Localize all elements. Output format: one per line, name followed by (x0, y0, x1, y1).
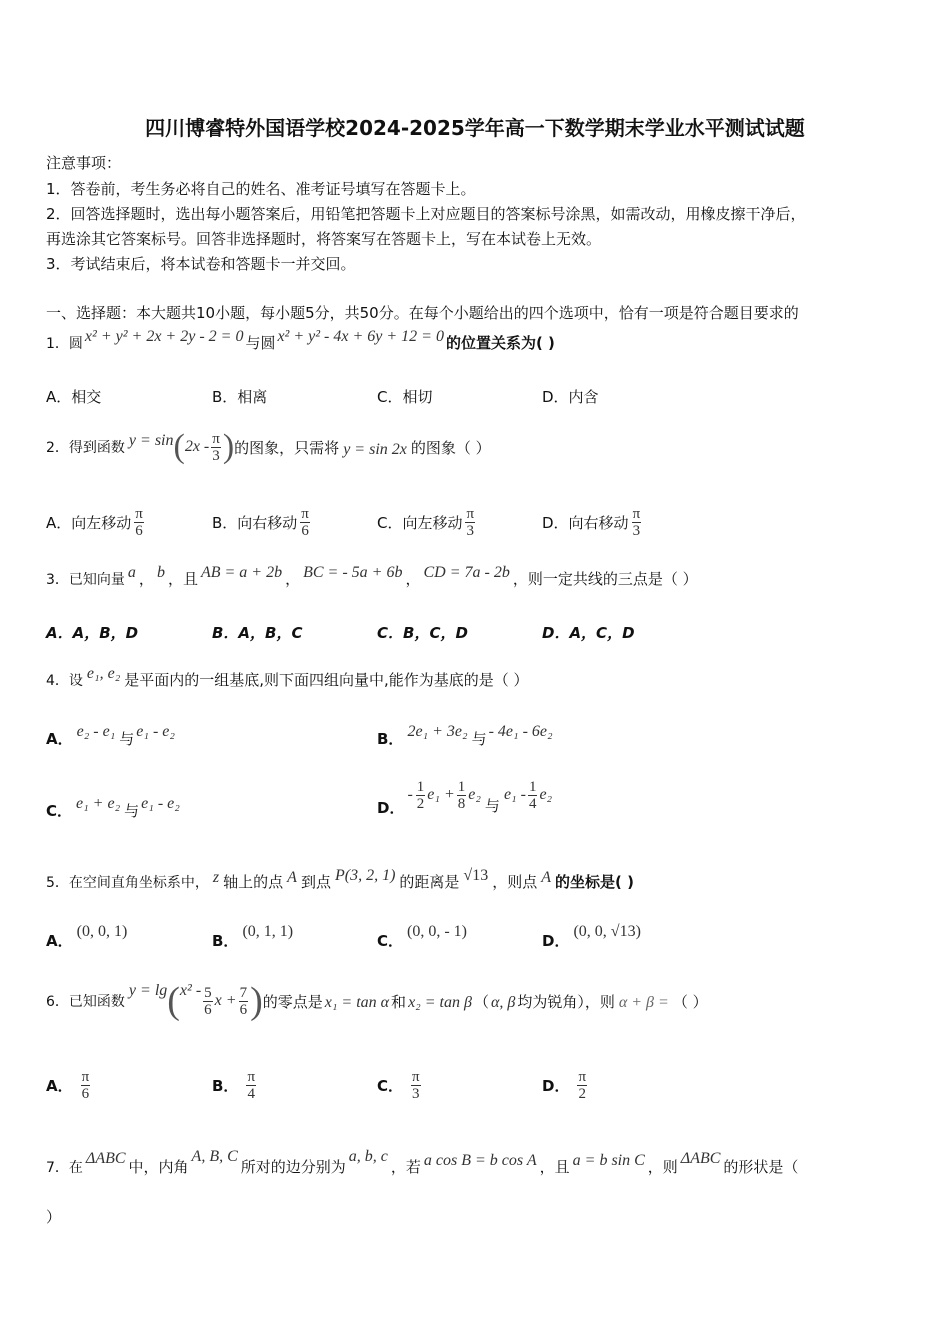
note-2a: 2．回答选择题时，选出每小题答案后，用铅笔把答题卡上对应题目的答案标号涂黑，如需改动，用橡皮擦干净后， (46, 205, 806, 223)
q6-x2: x₂ = tan β (408, 994, 472, 1011)
q5-point-a-2: A (541, 869, 551, 886)
q6-frac-num-1: 5 (204, 984, 212, 1001)
q2-mid: 的图象，只需将 (234, 438, 340, 457)
question-4 (46, 665, 529, 690)
q5-t3: 的距离是 (399, 873, 460, 891)
q3-option-c: C．B，C，D (377, 624, 468, 642)
q3-ab: AB = a + 2b (200, 564, 283, 581)
q5-option-a-label: A． (46, 932, 73, 950)
q1-option-a: A．相交 (46, 388, 102, 406)
q3-cd: CD = 7a - 2b (423, 564, 510, 581)
q6-x: x + (214, 992, 237, 1009)
q1-option-b: B．相离 (212, 388, 268, 406)
q2-function: y = sin (128, 432, 174, 449)
q2-option-a-num: π (135, 506, 143, 522)
question-6 (46, 976, 708, 1026)
q4-option-c (46, 792, 180, 820)
q6-option-b (212, 1062, 256, 1108)
question-7 (46, 1148, 799, 1177)
q7-triangle: ΔABC (85, 1150, 126, 1167)
q4-option-d-num-1: 1 (416, 778, 425, 795)
q4-option-d-e4: e₂ (539, 786, 553, 803)
q2-number: 2．得到函数 (46, 440, 125, 456)
q7-t1: 中，内角 (128, 1158, 189, 1176)
q2-tail: 的图象（ ） (410, 438, 491, 457)
q7-angles: A, B, C (191, 1148, 238, 1165)
q2-option-b (212, 506, 310, 539)
q5-t1: 轴上的点 (223, 873, 284, 891)
q5-z-axis: z (212, 869, 220, 886)
q5-option-c-label: C． (377, 932, 404, 950)
section-heading: 一、选择题：本大题共10小题，每小题5分，共50分。在每个小题给出的四个选项中，恰有一项是符合题目要求的 (46, 304, 799, 322)
page-title: 四川博睿特外国语学校2024-2025学年高一下数学期末学业水平测试试题 (145, 116, 805, 140)
q6-option-c-label: C． (377, 1076, 404, 1095)
q6-frac-den-1: 6 (204, 1001, 212, 1018)
q6-tail: （ ） (672, 992, 708, 1011)
q5-option-a (46, 920, 128, 950)
q6-x1: x₁ = tan α (324, 994, 390, 1011)
q7-eq-2: a = b sin C (572, 1152, 645, 1169)
q4-option-d-e2: e₂ (468, 786, 481, 803)
q2-base-function: y = sin 2x (343, 441, 407, 458)
q4-option-d-num-2: 1 (457, 778, 466, 795)
q5-t2: 到点 (300, 873, 331, 891)
q6-option-c-den: 3 (412, 1085, 420, 1102)
q4-option-c-v2: e₁ - e₂ (141, 795, 180, 812)
question-2 (46, 422, 491, 472)
q5-tail: 的坐标是( ) (555, 873, 634, 891)
q2-option-c-num: π (466, 506, 475, 522)
q6-option-d-num: π (578, 1068, 587, 1085)
question-1 (46, 328, 555, 353)
q7-t5: ，则 (647, 1158, 678, 1176)
q6-option-a-den: 6 (81, 1085, 90, 1102)
q3-and: ，且 (167, 570, 198, 588)
q2-frac-num: π (212, 430, 220, 447)
q3-bc: BC = - 5a + 6b (303, 564, 403, 581)
q2-paren-right: ) (222, 428, 235, 465)
q7-t2: 所对的边分别为 (240, 1158, 346, 1176)
q3-vector-a: a (127, 564, 136, 581)
q4-option-d-label: D． (377, 798, 405, 817)
note-1: 1．答卷前，考生务必将自己的姓名、准考证号填写在答题卡上。 (46, 180, 476, 198)
q4-number: 4．设 (46, 673, 83, 689)
q3-option-b: B．A，B，C (212, 624, 303, 642)
q5-number: 5．在空间直角坐标系中， (46, 875, 209, 891)
q2-option-a-label: A．向左移动 (46, 514, 132, 532)
q4-option-a-label: A． (46, 730, 73, 748)
q7-t4: ，且 (539, 1158, 570, 1176)
q6-number: 6．已知函数 (46, 994, 125, 1010)
q6-t2: （ (473, 992, 489, 1011)
q2-option-c-label: C．向左移动 (377, 514, 463, 532)
question-5 (46, 867, 634, 892)
q7-sides: a, b, c (348, 1148, 388, 1165)
q6-option-d-den: 2 (578, 1085, 586, 1102)
q4-option-b-v2: - 4e₁ - 6e₂ (488, 723, 553, 740)
q6-t1: 的零点是 (262, 992, 323, 1011)
q5-t4: ，则点 (492, 873, 538, 891)
q5-option-d-label: D． (542, 932, 570, 950)
q7-eq-1: a cos B = b cos A (423, 1152, 537, 1169)
q6-option-a-label: A． (46, 1076, 73, 1095)
q3-comma-2: ， (285, 570, 301, 588)
q1-circle-eq-1: x² + y² + 2x + 2y - 2 = 0 (84, 328, 244, 345)
q2-option-d-label: D．向右移动 (542, 514, 629, 532)
q2-option-a-den: 6 (135, 523, 143, 539)
q5-option-b (212, 920, 294, 950)
q6-option-b-den: 4 (247, 1085, 255, 1102)
q4-option-d-with: 与 (484, 796, 500, 815)
q4-option-d-minus: - (407, 786, 413, 803)
q6-option-b-label: B． (212, 1076, 239, 1095)
q4-option-b-label: B． (377, 730, 404, 748)
q6-option-a (46, 1062, 90, 1108)
q6-option-a-num: π (81, 1068, 90, 1085)
q5-distance: √13 (463, 867, 489, 884)
q4-option-d-den-3: 4 (528, 795, 537, 812)
q6-option-c (377, 1062, 421, 1108)
q4-tail: 是平面内的一组基底,则下面四组向量中,能作为基底的是（ ） (124, 671, 529, 689)
q6-sum: α + β = (618, 994, 669, 1011)
q6-paren-right: ) (250, 980, 263, 1022)
q4-option-d-num-3: 1 (528, 778, 537, 795)
q6-frac-num-2: 7 (239, 984, 248, 1001)
q6-option-c-num: π (412, 1068, 420, 1085)
q6-option-d (542, 1062, 587, 1108)
notes-heading: 注意事项： (46, 154, 122, 172)
q6-paren-left: ( (167, 980, 180, 1022)
q4-option-b (377, 720, 553, 748)
q7-close-paren: ） (46, 1208, 62, 1226)
q5-option-c (377, 920, 467, 950)
q7-triangle-2: ΔABC (680, 1150, 721, 1167)
note-2b: 再选涂其它答案标号。回答非选择题时，将答案写在答题卡上，写在本试卷上无效。 (46, 230, 602, 248)
q4-option-d-e3: e₁ - (503, 786, 526, 803)
q4-option-c-with: 与 (124, 802, 140, 820)
q4-basis: e₁, e₂ (86, 665, 121, 682)
q6-option-b-num: π (247, 1068, 256, 1085)
q2-paren-left: ( (173, 428, 185, 465)
q2-option-b-label: B．向右移动 (212, 514, 298, 532)
q2-option-a (46, 506, 144, 539)
q6-function: y = lg (128, 982, 168, 999)
q4-option-d-den-1: 2 (416, 795, 425, 812)
q7-number: 7．在 (46, 1160, 83, 1176)
q6-option-d-label: D． (542, 1076, 570, 1095)
q5-option-d-value: (0, 0, √13) (573, 923, 641, 940)
q4-option-a-with: 与 (119, 730, 135, 748)
q7-t3: ，若 (390, 1158, 421, 1176)
q2-option-d-den: 3 (632, 523, 641, 539)
q5-option-b-label: B． (212, 932, 239, 950)
q5-option-c-value: (0, 0, - 1) (407, 923, 467, 940)
q4-option-d-den-2: 8 (457, 795, 466, 812)
q3-option-a: A．A，B，D (46, 624, 139, 642)
q5-option-b-value: (0, 1, 1) (242, 923, 294, 940)
q4-option-a (46, 720, 175, 748)
q4-option-a-v1: e₂ - e₁ (76, 723, 116, 740)
q6-t3: 均为锐角），则 (517, 992, 615, 1011)
q2-frac-den: 3 (212, 447, 220, 464)
q3-vector-b: b (156, 564, 165, 581)
note-3: 3．考试结束后，将本试卷和答题卡一并交回。 (46, 255, 356, 273)
q4-option-b-v1: 2e₁ + 3e₂ (407, 723, 468, 740)
q1-option-d: D．内含 (542, 388, 599, 406)
question-3 (46, 564, 698, 589)
q1-option-c: C．相切 (377, 388, 433, 406)
q1-mid: 与圆 (245, 334, 276, 352)
q6-and: 和 (391, 992, 407, 1011)
q6-alpha-beta: α, β (490, 994, 516, 1011)
q7-tail: 的形状是（ (723, 1158, 799, 1176)
q4-option-b-with: 与 (471, 730, 487, 748)
q3-comma-3: ， (405, 570, 421, 588)
q1-number: 1．圆 (46, 336, 83, 352)
q2-inner: 2x - (184, 438, 210, 455)
q6-x-squared: x² - (179, 982, 202, 999)
q5-point-p: P(3, 2, 1) (334, 867, 396, 884)
q5-option-a-value: (0, 0, 1) (76, 923, 128, 940)
q3-number: 3．已知向量 (46, 572, 125, 588)
q6-frac-den-2: 6 (239, 1001, 248, 1018)
q3-comma-1: ， (138, 570, 154, 588)
q4-option-d-e1: e₁ + (427, 786, 455, 803)
q2-option-c (377, 506, 475, 539)
q2-option-d (542, 506, 641, 539)
q4-option-c-label: C． (46, 802, 73, 820)
q2-option-d-num: π (632, 506, 641, 522)
q1-tail: 的位置关系为( ) (445, 334, 555, 352)
q5-option-d (542, 920, 641, 950)
q1-circle-eq-2: x² + y² - 4x + 6y + 12 = 0 (277, 328, 444, 345)
q4-option-d (377, 772, 554, 818)
q2-option-c-den: 3 (466, 523, 475, 539)
q2-option-b-num: π (301, 506, 309, 522)
q2-option-b-den: 6 (301, 523, 309, 539)
q4-option-c-v1: e₁ + e₂ (76, 795, 121, 812)
q5-point-a: A (287, 869, 297, 886)
q3-option-d: D．A，C，D (542, 624, 635, 642)
q4-option-a-v2: e₁ - e₂ (136, 723, 175, 740)
q3-tail: ，则一定共线的三点是（ ） (512, 570, 698, 588)
